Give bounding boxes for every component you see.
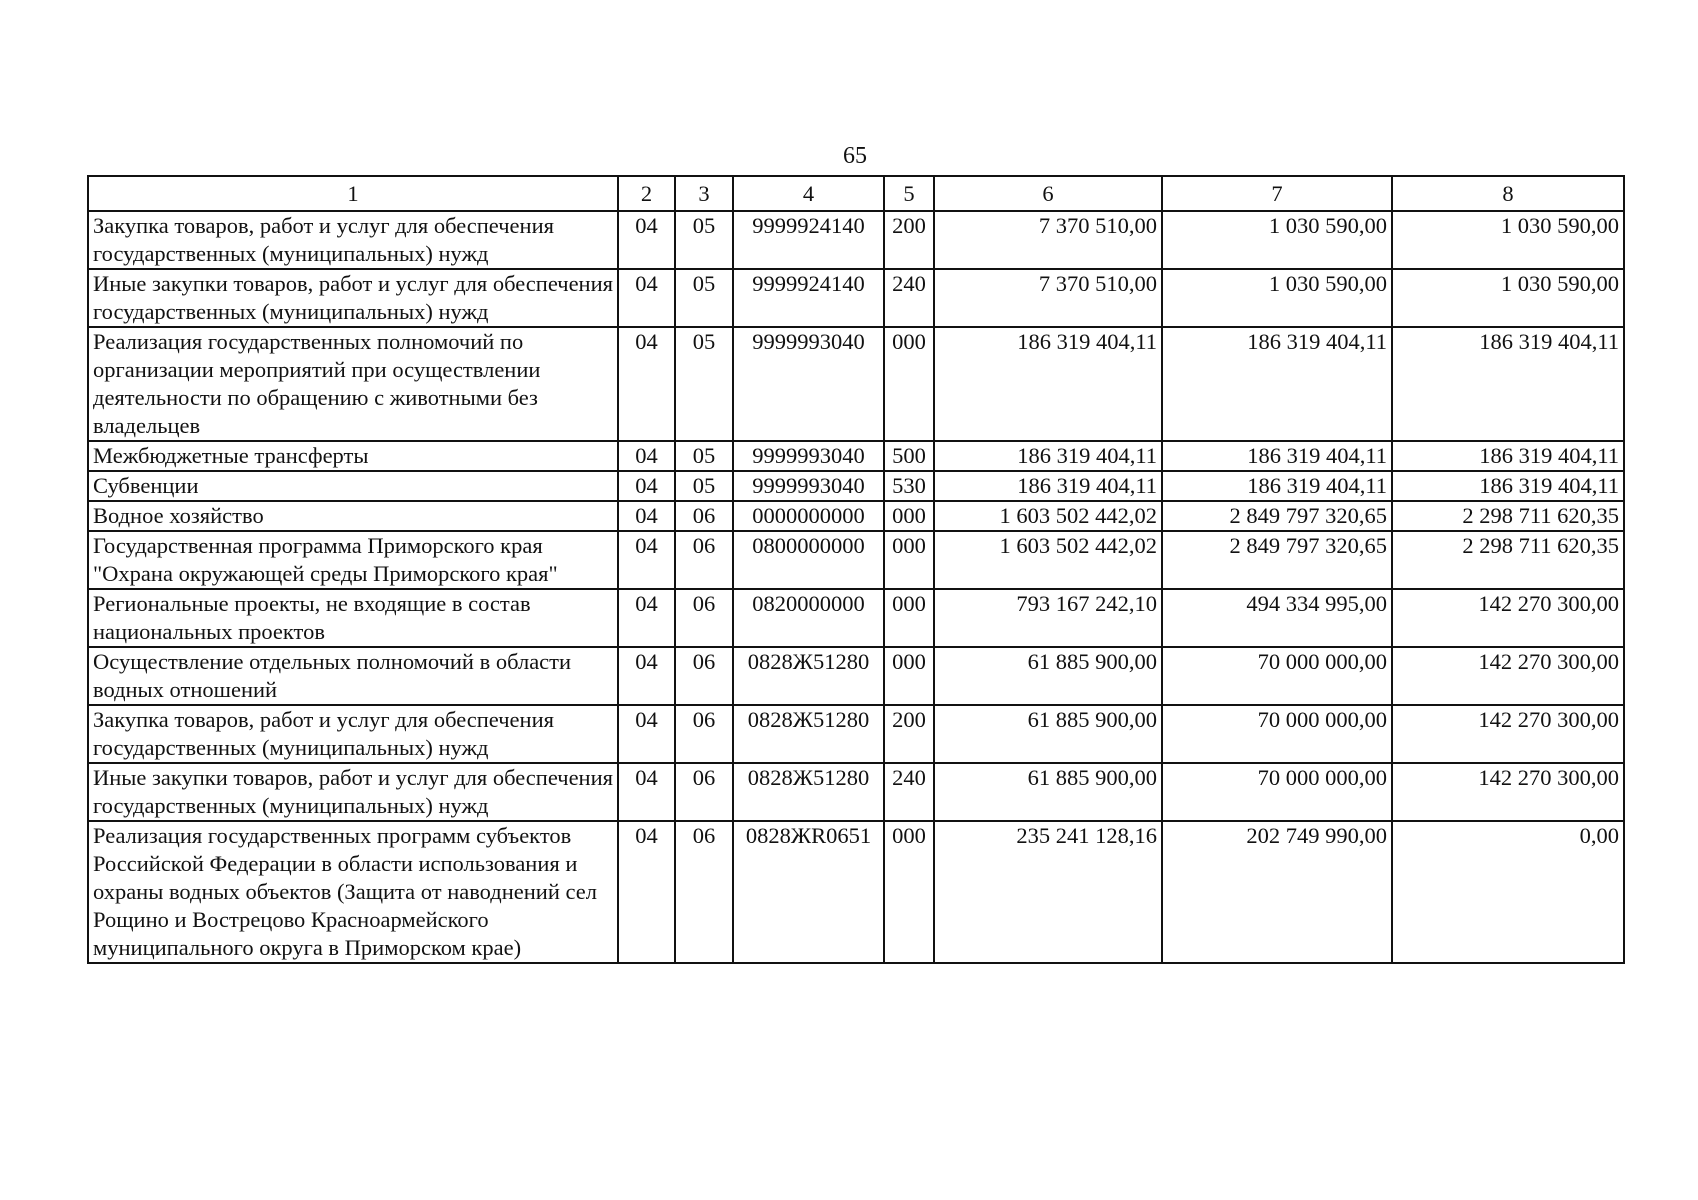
column-header: 8	[1392, 176, 1624, 211]
row-amount-col8: 186 319 404,11	[1392, 327, 1624, 441]
row-target-code: 0820000000	[733, 589, 884, 647]
table-row	[88, 589, 1624, 647]
row-amount-col8: 2 298 711 620,35	[1392, 501, 1624, 531]
row-amount-col8: 186 319 404,11	[1392, 441, 1624, 471]
row-name: Субвенции	[88, 471, 618, 501]
row-target-code: 0800000000	[733, 531, 884, 589]
row-target-code: 0828Ж51280	[733, 763, 884, 821]
row-name: Иные закупки товаров, работ и услуг для обеспечения государственных (муниципальных) нужд	[88, 269, 618, 327]
row-name: Закупка товаров, работ и услуг для обеспечения государственных (муниципальных) нужд	[88, 705, 618, 763]
row-section-code: 04	[618, 647, 675, 705]
row-subsection-code: 05	[675, 471, 733, 501]
row-subsection-code: 05	[675, 327, 733, 441]
row-target-code: 9999924140	[733, 211, 884, 269]
row-amount-col7: 186 319 404,11	[1162, 441, 1392, 471]
row-expense-type-code: 000	[884, 589, 934, 647]
row-amount-col8: 142 270 300,00	[1392, 763, 1624, 821]
row-amount-col8: 142 270 300,00	[1392, 589, 1624, 647]
table-row	[88, 705, 1624, 763]
table-row	[88, 763, 1624, 821]
row-amount-col8: 1 030 590,00	[1392, 211, 1624, 269]
row-target-code: 0828ЖR0651	[733, 821, 884, 963]
row-amount-col7: 1 030 590,00	[1162, 269, 1392, 327]
row-section-code: 04	[618, 763, 675, 821]
row-name: Региональные проекты, не входящие в состав национальных проектов	[88, 589, 618, 647]
column-header: 4	[733, 176, 884, 211]
row-name: Государственная программа Приморского края "Охрана окружающей среды Приморского края"	[88, 531, 618, 589]
row-subsection-code: 06	[675, 589, 733, 647]
row-expense-type-code: 000	[884, 327, 934, 441]
row-expense-type-code: 240	[884, 269, 934, 327]
row-section-code: 04	[618, 441, 675, 471]
table-row	[88, 501, 1624, 531]
row-amount-col6: 186 319 404,11	[934, 441, 1162, 471]
row-amount-col7: 494 334 995,00	[1162, 589, 1392, 647]
row-amount-col8: 1 030 590,00	[1392, 269, 1624, 327]
row-section-code: 04	[618, 821, 675, 963]
row-expense-type-code: 530	[884, 471, 934, 501]
row-amount-col7: 70 000 000,00	[1162, 647, 1392, 705]
row-expense-type-code: 240	[884, 763, 934, 821]
row-amount-col8: 186 319 404,11	[1392, 471, 1624, 501]
row-subsection-code: 06	[675, 763, 733, 821]
row-target-code: 0828Ж51280	[733, 647, 884, 705]
row-amount-col6: 1 603 502 442,02	[934, 531, 1162, 589]
row-amount-col7: 186 319 404,11	[1162, 327, 1392, 441]
row-amount-col6: 61 885 900,00	[934, 763, 1162, 821]
row-section-code: 04	[618, 269, 675, 327]
column-header: 5	[884, 176, 934, 211]
header-row	[88, 176, 1624, 211]
table-row	[88, 531, 1624, 589]
row-amount-col6: 61 885 900,00	[934, 647, 1162, 705]
row-amount-col6: 7 370 510,00	[934, 269, 1162, 327]
row-target-code: 0000000000	[733, 501, 884, 531]
row-amount-col6: 186 319 404,11	[934, 327, 1162, 441]
row-subsection-code: 06	[675, 705, 733, 763]
row-section-code: 04	[618, 501, 675, 531]
table-row	[88, 211, 1624, 269]
row-section-code: 04	[618, 531, 675, 589]
row-name: Закупка товаров, работ и услуг для обеспечения государственных (муниципальных) нужд	[88, 211, 618, 269]
row-subsection-code: 06	[675, 647, 733, 705]
column-header: 1	[88, 176, 618, 211]
row-amount-col7: 70 000 000,00	[1162, 705, 1392, 763]
row-amount-col7: 70 000 000,00	[1162, 763, 1392, 821]
row-amount-col8: 2 298 711 620,35	[1392, 531, 1624, 589]
row-subsection-code: 05	[675, 441, 733, 471]
column-header: 7	[1162, 176, 1392, 211]
row-section-code: 04	[618, 471, 675, 501]
page-number: 65	[843, 143, 867, 169]
row-amount-col8: 0,00	[1392, 821, 1624, 963]
table-row	[88, 471, 1624, 501]
table-row	[88, 647, 1624, 705]
row-subsection-code: 05	[675, 269, 733, 327]
row-amount-col6: 186 319 404,11	[934, 471, 1162, 501]
row-target-code: 9999924140	[733, 269, 884, 327]
row-amount-col6: 61 885 900,00	[934, 705, 1162, 763]
table-row	[88, 441, 1624, 471]
table-row	[88, 269, 1624, 327]
row-amount-col6: 793 167 242,10	[934, 589, 1162, 647]
row-amount-col7: 202 749 990,00	[1162, 821, 1392, 963]
row-expense-type-code: 200	[884, 705, 934, 763]
row-subsection-code: 06	[675, 821, 733, 963]
row-target-code: 9999993040	[733, 441, 884, 471]
row-amount-col7: 1 030 590,00	[1162, 211, 1392, 269]
row-expense-type-code: 200	[884, 211, 934, 269]
row-expense-type-code: 000	[884, 821, 934, 963]
row-amount-col7: 2 849 797 320,65	[1162, 501, 1392, 531]
row-target-code: 0828Ж51280	[733, 705, 884, 763]
row-name: Водное хозяйство	[88, 501, 618, 531]
row-target-code: 9999993040	[733, 471, 884, 501]
row-expense-type-code: 000	[884, 531, 934, 589]
row-subsection-code: 05	[675, 211, 733, 269]
row-section-code: 04	[618, 589, 675, 647]
row-section-code: 04	[618, 705, 675, 763]
row-name: Реализация государственных программ субъектов Российской Федерации в области использования и охраны водных объектов (Защита от наводнений сел Рощино и Вострецово Красноармейского муниципального округа в Приморском крае)	[88, 821, 618, 963]
row-amount-col8: 142 270 300,00	[1392, 647, 1624, 705]
column-header: 6	[934, 176, 1162, 211]
column-header: 2	[618, 176, 675, 211]
row-name: Иные закупки товаров, работ и услуг для обеспечения государственных (муниципальных) нужд	[88, 763, 618, 821]
row-amount-col6: 1 603 502 442,02	[934, 501, 1162, 531]
row-amount-col7: 2 849 797 320,65	[1162, 531, 1392, 589]
row-name: Межбюджетные трансферты	[88, 441, 618, 471]
row-name: Осуществление отдельных полномочий в области водных отношений	[88, 647, 618, 705]
row-subsection-code: 06	[675, 501, 733, 531]
table-body	[88, 211, 1624, 963]
budget-table	[87, 175, 1625, 964]
row-amount-col8: 142 270 300,00	[1392, 705, 1624, 763]
row-expense-type-code: 000	[884, 501, 934, 531]
table-row	[88, 327, 1624, 441]
row-expense-type-code: 000	[884, 647, 934, 705]
row-amount-col6: 235 241 128,16	[934, 821, 1162, 963]
row-amount-col6: 7 370 510,00	[934, 211, 1162, 269]
table-header	[88, 176, 1624, 211]
row-section-code: 04	[618, 327, 675, 441]
row-name: Реализация государственных полномочий по организации мероприятий при осуществлении деятельности по обращению с животными без владельцев	[88, 327, 618, 441]
row-amount-col7: 186 319 404,11	[1162, 471, 1392, 501]
row-subsection-code: 06	[675, 531, 733, 589]
table-row	[88, 821, 1624, 963]
row-target-code: 9999993040	[733, 327, 884, 441]
column-header: 3	[675, 176, 733, 211]
row-expense-type-code: 500	[884, 441, 934, 471]
row-section-code: 04	[618, 211, 675, 269]
